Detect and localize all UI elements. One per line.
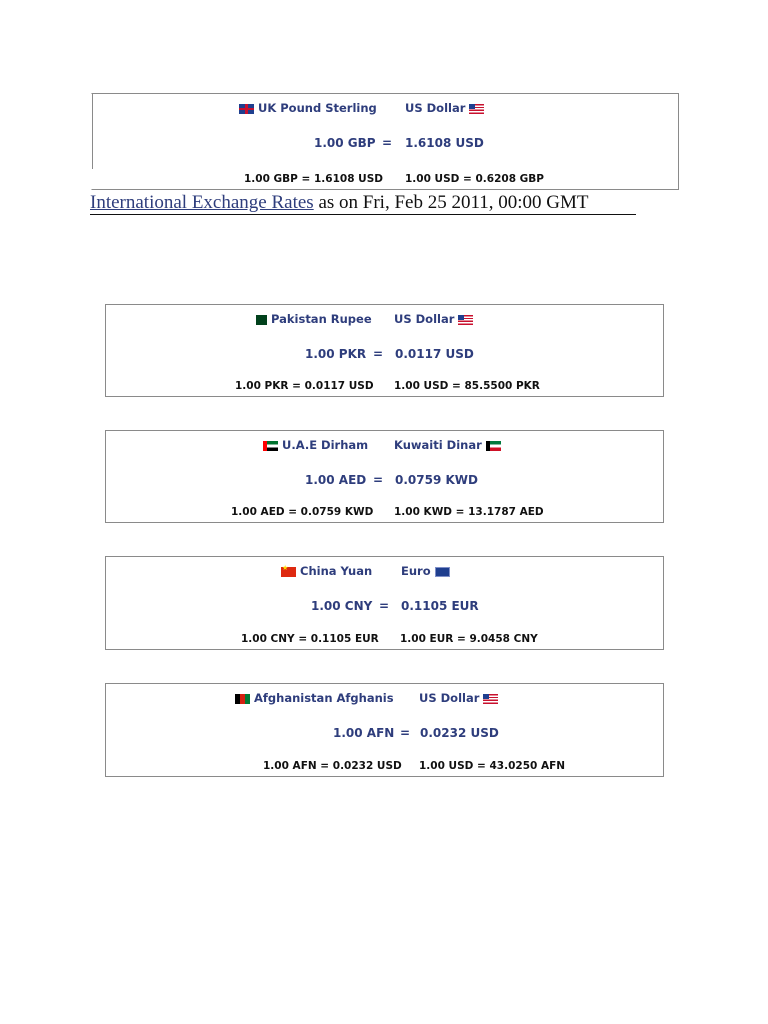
to-currency <box>394 438 505 452</box>
uae-flag-icon <box>263 441 278 451</box>
us-flag-icon <box>469 104 484 114</box>
from-currency <box>259 438 368 452</box>
from-currency-name: UK Pound Sterling <box>258 101 377 115</box>
us-flag-icon <box>483 694 498 704</box>
from-currency-name: China Yuan <box>300 564 373 578</box>
from-amount: 1.00 CNY <box>311 599 373 613</box>
china-flag-icon <box>281 567 296 577</box>
rate-card-cny-eur <box>105 556 664 650</box>
eu-flag-icon <box>435 567 450 577</box>
inverse-rate-left: 1.00 GBP = 1.6108 USD <box>244 173 383 185</box>
from-amount: 1.00 GBP <box>314 136 376 150</box>
to-currency-name: US Dollar <box>405 101 466 115</box>
kuwait-flag-icon <box>486 441 501 451</box>
equals-sign: = <box>400 726 411 740</box>
inverse-rate-right: 1.00 USD = 43.0250 AFN <box>419 760 566 772</box>
from-amount: 1.00 AFN <box>333 726 395 740</box>
to-amount: 0.1105 EUR <box>401 599 479 613</box>
rate-card-gbp-usd <box>91 93 679 190</box>
inverse-rate-left: 1.00 PKR = 0.0117 USD <box>235 380 374 392</box>
from-currency-name: Pakistan Rupee <box>271 312 372 326</box>
rate-card-afn-usd <box>105 683 664 777</box>
inverse-rate-left: 1.00 AED = 0.0759 KWD <box>231 506 374 518</box>
page-title <box>90 192 636 215</box>
from-currency-name: Afghanistan Afghanis <box>254 691 394 705</box>
from-amount: 1.00 PKR <box>305 347 367 361</box>
uk-flag-icon <box>239 104 254 114</box>
from-amount: 1.00 AED <box>305 473 367 487</box>
to-currency-name: Euro <box>401 564 431 578</box>
rate-card-aed-kwd <box>105 430 664 523</box>
title-link[interactable]: International Exchange Rates <box>90 192 314 213</box>
afghanistan-flag-icon <box>235 694 250 704</box>
to-currency <box>419 691 502 705</box>
to-currency-name: Kuwaiti Dinar <box>394 438 482 452</box>
inverse-rate-right: 1.00 USD = 0.6208 GBP <box>405 173 544 185</box>
from-currency <box>277 564 372 578</box>
from-currency <box>235 101 377 115</box>
from-currency-name: U.A.E Dirham <box>282 438 369 452</box>
to-currency <box>394 312 477 326</box>
equals-sign: = <box>379 599 390 613</box>
inverse-rate-right: 1.00 USD = 85.5500 PKR <box>394 380 540 392</box>
us-flag-icon <box>458 315 473 325</box>
to-amount: 0.0117 USD <box>395 347 474 361</box>
card-border-fragment <box>92 94 93 169</box>
equals-sign: = <box>373 473 384 487</box>
inverse-rate-left: 1.00 CNY = 0.1105 EUR <box>241 633 379 645</box>
equals-sign: = <box>382 136 393 150</box>
rate-card-pkr-usd <box>105 304 664 397</box>
to-amount: 1.6108 USD <box>405 136 484 150</box>
to-amount: 0.0232 USD <box>420 726 499 740</box>
to-currency <box>401 564 454 578</box>
inverse-rate-right: 1.00 EUR = 9.0458 CNY <box>400 633 538 645</box>
title-date: as on Fri, Feb 25 2011, 00:00 GMT <box>313 192 589 213</box>
pakistan-flag-icon <box>252 315 267 325</box>
to-amount: 0.0759 KWD <box>395 473 478 487</box>
to-currency-name: US Dollar <box>419 691 480 705</box>
to-currency <box>405 101 488 115</box>
to-currency-name: US Dollar <box>394 312 455 326</box>
inverse-rate-right: 1.00 KWD = 13.1787 AED <box>394 506 544 518</box>
inverse-rate-left: 1.00 AFN = 0.0232 USD <box>263 760 402 772</box>
from-currency <box>231 691 394 705</box>
from-currency <box>248 312 372 326</box>
equals-sign: = <box>373 347 384 361</box>
